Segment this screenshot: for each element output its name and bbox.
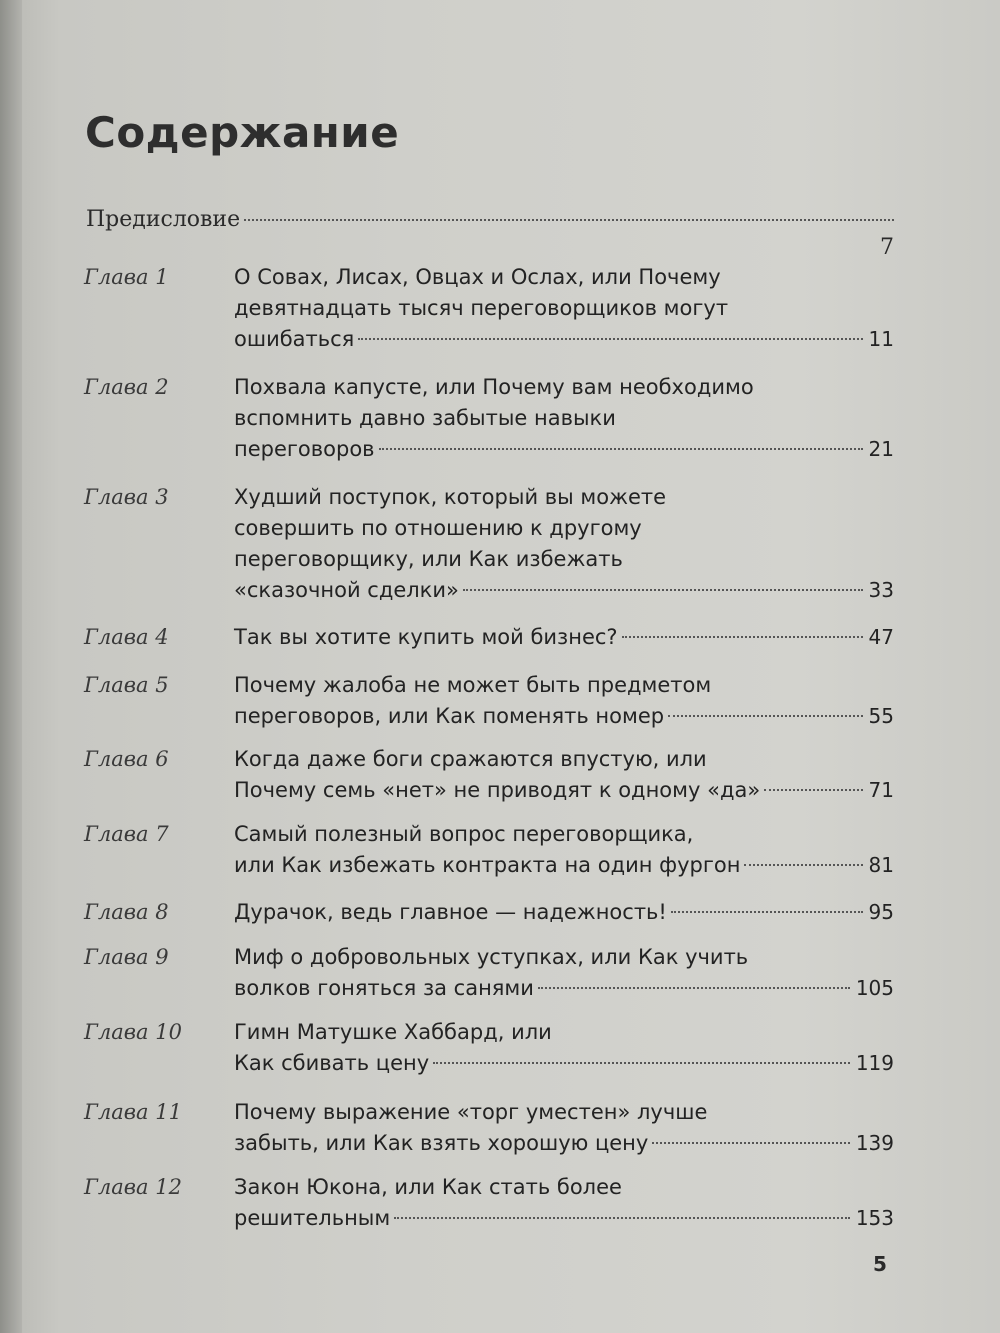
dot-leader [764, 789, 862, 791]
chapter-page-number: 119 [855, 1051, 894, 1075]
toc-entry [84, 670, 894, 732]
chapter-label: Глава 6 [84, 747, 169, 771]
chapter-title-line: переговоров, или Как поменять номер [234, 704, 665, 728]
chapter-title [234, 897, 894, 928]
dot-leader [433, 1062, 850, 1064]
chapter-page-number: 139 [855, 1131, 894, 1155]
chapter-page-number: 71 [868, 778, 894, 802]
chapter-title-line: решительным [234, 1206, 391, 1230]
chapter-label: Глава 4 [84, 625, 169, 649]
chapter-title [234, 622, 894, 653]
chapter-title-line: вспомнить давно забытые навыки [234, 406, 616, 430]
chapter-title-line: «сказочной сделки» [234, 578, 459, 602]
chapter-title [234, 942, 894, 1004]
chapter-title-line: Дурачок, ведь главное — надежность! [234, 900, 667, 924]
toc-entry [84, 262, 894, 355]
chapter-title-line: Похвала капусте, или Почему вам необходимо [234, 375, 754, 399]
page-number: 5 [873, 1252, 887, 1276]
toc-entry [84, 1172, 894, 1234]
chapter-title [234, 1017, 894, 1079]
chapter-title-line: Худший поступок, который вы можете [234, 485, 667, 509]
chapter-label: Глава 2 [84, 375, 169, 399]
book-spine-shadow [0, 0, 22, 1333]
toc-entry-preface [86, 205, 894, 263]
toc-entry [84, 372, 894, 465]
chapter-title-line: забыть, или Как взять хорошую цену [234, 1131, 649, 1155]
dot-leader [463, 589, 863, 591]
chapter-title-line: Закон Юкона, или Как стать более [234, 1175, 622, 1199]
chapter-label: Глава 3 [84, 485, 169, 509]
chapter-title-line: переговорщику, или Как избежать [234, 547, 623, 571]
chapter-label: Глава 7 [84, 822, 169, 846]
chapter-title [234, 744, 894, 806]
chapter-title-line: Самый полезный вопрос переговорщика, [234, 822, 694, 846]
chapter-page-number: 55 [868, 704, 894, 728]
chapter-title-line: Как сбивать цену [234, 1051, 430, 1075]
dot-leader [358, 338, 862, 340]
chapter-title-line: Когда даже боги сражаются впустую, или [234, 747, 707, 771]
chapter-label: Глава 9 [84, 945, 169, 969]
dot-leader [622, 636, 863, 638]
chapter-title [234, 819, 894, 881]
chapter-title-line: Так вы хотите купить мой бизнес? [234, 625, 618, 649]
toc-entry [84, 622, 894, 653]
dot-leader [668, 715, 862, 717]
chapter-label: Глава 8 [84, 900, 169, 924]
toc-entry [84, 819, 894, 881]
chapter-page-number: 105 [855, 976, 894, 1000]
chapter-title [234, 482, 894, 606]
chapter-title-line: Почему семь «нет» не приводят к одному «да» [234, 778, 761, 802]
chapter-label: Глава 10 [84, 1020, 182, 1044]
chapter-title [234, 372, 894, 465]
toc-entry [84, 1017, 894, 1079]
chapter-label: Глава 12 [84, 1175, 182, 1199]
dot-leader [394, 1217, 850, 1219]
chapter-title [234, 670, 894, 732]
toc-entry [84, 942, 894, 1004]
chapter-label: Глава 5 [84, 673, 169, 697]
dot-leader [744, 864, 862, 866]
chapter-page-number: 33 [868, 578, 894, 602]
chapter-label: Глава 1 [84, 265, 169, 289]
chapter-title-line: совершить по отношению к другому [234, 516, 642, 540]
toc-entry [84, 897, 894, 928]
chapter-title [234, 1172, 894, 1234]
chapter-page-number: 47 [868, 625, 894, 649]
dot-leader [671, 911, 863, 913]
page-title: Содержание [85, 108, 400, 157]
toc-entry [84, 1097, 894, 1159]
dot-leader [379, 448, 863, 450]
chapter-title-line: Миф о добровольных уступках, или Как учить [234, 945, 749, 969]
dot-leader [538, 987, 850, 989]
chapter-page-number: 21 [868, 437, 894, 461]
chapter-title [234, 262, 894, 355]
chapter-title-line: Гимн Матушке Хаббард, или [234, 1020, 552, 1044]
chapter-label: Глава 11 [84, 1100, 182, 1124]
chapter-page-number: 153 [855, 1206, 894, 1230]
dot-leader [244, 219, 894, 221]
chapter-title-line: Почему выражение «торг уместен» лучше [234, 1100, 708, 1124]
preface-page-number: 7 [880, 235, 894, 260]
chapter-title [234, 1097, 894, 1159]
chapter-title-line: переговоров [234, 437, 375, 461]
preface-label: Предисловие [86, 207, 241, 232]
chapter-title-line: Почему жалоба не может быть предметом [234, 673, 712, 697]
chapter-title-line: ошибаться [234, 327, 355, 351]
toc-entry [84, 482, 894, 606]
chapter-title-line: О Совах, Лисах, Овцах и Ослах, или Почему [234, 265, 721, 289]
chapter-page-number: 81 [868, 853, 894, 877]
chapter-title-line: девятнадцать тысяч переговорщиков могут [234, 296, 729, 320]
chapter-page-number: 95 [868, 900, 894, 924]
dot-leader [652, 1142, 849, 1144]
chapter-title-line: или Как избежать контракта на один фургон [234, 853, 741, 877]
toc-entry [84, 744, 894, 806]
chapter-title-line: волков гоняться за санями [234, 976, 534, 1000]
chapter-page-number: 11 [868, 327, 894, 351]
